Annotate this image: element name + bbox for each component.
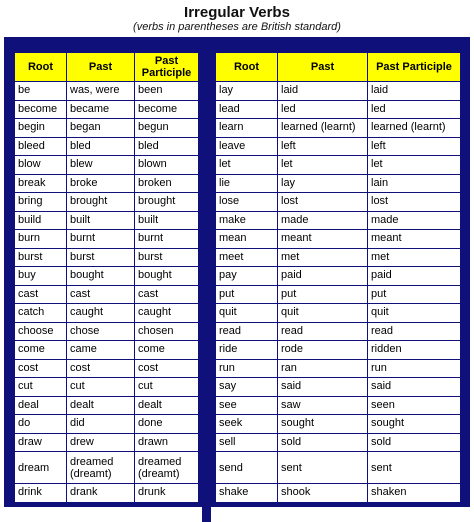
cell-past-participle: lain: [368, 174, 461, 193]
cell-root: let: [216, 156, 278, 175]
header-past: Past: [278, 53, 368, 82]
cell-past: burst: [67, 248, 135, 267]
cell-root: make: [216, 211, 278, 230]
table-row: [15, 137, 199, 156]
table-row: [15, 248, 199, 267]
cell-past: met: [278, 248, 368, 267]
table-row: [216, 156, 461, 175]
verb-table-right: [215, 52, 461, 503]
cell-past-participle: lost: [368, 193, 461, 212]
cell-root: choose: [15, 322, 67, 341]
table-row: [15, 267, 199, 286]
cell-past: said: [278, 378, 368, 397]
cell-past: sent: [278, 452, 368, 484]
cell-past-participle: made: [368, 211, 461, 230]
cell-root: begin: [15, 119, 67, 138]
verb-table-left: [14, 52, 199, 503]
cell-past: bled: [67, 137, 135, 156]
table-header-row: [216, 53, 461, 82]
table-row: [216, 322, 461, 341]
cell-root: become: [15, 100, 67, 119]
cell-past: read: [278, 322, 368, 341]
table-header-row: [15, 53, 199, 82]
table-row: [216, 415, 461, 434]
cell-past: came: [67, 341, 135, 360]
cell-past-participle: burst: [135, 248, 199, 267]
cell-past: saw: [278, 396, 368, 415]
page-title: Irregular Verbs: [184, 4, 290, 21]
cell-past: burnt: [67, 230, 135, 249]
table-row: [216, 433, 461, 452]
cell-root: bring: [15, 193, 67, 212]
cell-root: send: [216, 452, 278, 484]
cell-past: was, were: [67, 82, 135, 101]
cell-past-participle: run: [368, 359, 461, 378]
table-row: [216, 230, 461, 249]
table-row: [15, 119, 199, 138]
table-row: [216, 267, 461, 286]
cell-past-participle: blown: [135, 156, 199, 175]
cell-root: put: [216, 285, 278, 304]
table-row: [15, 211, 199, 230]
cell-past: put: [278, 285, 368, 304]
table-row: [15, 378, 199, 397]
table-row: [216, 248, 461, 267]
cell-past-participle: bought: [135, 267, 199, 286]
cell-root: build: [15, 211, 67, 230]
header-past: Past: [67, 53, 135, 82]
table-row: [216, 359, 461, 378]
cell-past-participle: drawn: [135, 433, 199, 452]
cell-past-participle: dreamed (dreamt): [135, 452, 199, 484]
table-row: [216, 304, 461, 323]
cell-past-participle: done: [135, 415, 199, 434]
table-row: [216, 137, 461, 156]
header-root: Root: [216, 53, 278, 82]
verb-table-frame: [4, 37, 470, 507]
cell-root: quit: [216, 304, 278, 323]
table-row: [15, 304, 199, 323]
cell-past-participle: come: [135, 341, 199, 360]
cell-past: led: [278, 100, 368, 119]
cell-root: deal: [15, 396, 67, 415]
cell-past: lost: [278, 193, 368, 212]
table-row: [15, 433, 199, 452]
cell-root: shake: [216, 484, 278, 503]
cell-root: catch: [15, 304, 67, 323]
table-row: [216, 193, 461, 212]
cell-past-participle: cast: [135, 285, 199, 304]
cell-past: blew: [67, 156, 135, 175]
cell-past: built: [67, 211, 135, 230]
cell-past-participle: shaken: [368, 484, 461, 503]
cell-root: lie: [216, 174, 278, 193]
cell-root: pay: [216, 267, 278, 286]
cell-past-participle: quit: [368, 304, 461, 323]
cell-past-participle: read: [368, 322, 461, 341]
cell-root: drink: [15, 484, 67, 503]
cell-past: brought: [67, 193, 135, 212]
table-row: [216, 82, 461, 101]
cell-root: buy: [15, 267, 67, 286]
cell-past-participle: become: [135, 100, 199, 119]
header-past-participle: Past Participle: [368, 53, 461, 82]
cell-root: read: [216, 322, 278, 341]
cell-past: meant: [278, 230, 368, 249]
table-row: [15, 230, 199, 249]
cell-root: draw: [15, 433, 67, 452]
cell-past: laid: [278, 82, 368, 101]
cell-root: come: [15, 341, 67, 360]
cell-past-participle: caught: [135, 304, 199, 323]
cell-root: learn: [216, 119, 278, 138]
cell-root: lose: [216, 193, 278, 212]
table-row: [216, 174, 461, 193]
cell-past-participle: been: [135, 82, 199, 101]
table-row: [216, 211, 461, 230]
cell-root: sell: [216, 433, 278, 452]
cell-past: bought: [67, 267, 135, 286]
cell-root: lead: [216, 100, 278, 119]
cell-root: bleed: [15, 137, 67, 156]
cell-past: caught: [67, 304, 135, 323]
table-row: [15, 341, 199, 360]
cell-past-participle: sold: [368, 433, 461, 452]
cell-past: dreamed (dreamt): [67, 452, 135, 484]
cell-past: left: [278, 137, 368, 156]
cell-root: break: [15, 174, 67, 193]
table-row: [216, 484, 461, 503]
cell-past: ran: [278, 359, 368, 378]
cell-root: mean: [216, 230, 278, 249]
table-row: [15, 174, 199, 193]
table-row: [216, 378, 461, 397]
table-row: [216, 396, 461, 415]
header-root: Root: [15, 53, 67, 82]
cell-past: began: [67, 119, 135, 138]
cell-past: made: [278, 211, 368, 230]
cell-past-participle: led: [368, 100, 461, 119]
cell-past-participle: meant: [368, 230, 461, 249]
cell-past-participle: drunk: [135, 484, 199, 503]
cell-past-participle: met: [368, 248, 461, 267]
cell-past-participle: dealt: [135, 396, 199, 415]
cell-past-participle: sought: [368, 415, 461, 434]
cell-past: quit: [278, 304, 368, 323]
cell-root: dream: [15, 452, 67, 484]
cell-past-participle: laid: [368, 82, 461, 101]
cell-root: lay: [216, 82, 278, 101]
cell-past: sought: [278, 415, 368, 434]
cell-past: drew: [67, 433, 135, 452]
table-row: [15, 359, 199, 378]
table-body: [15, 82, 199, 503]
cell-past: cast: [67, 285, 135, 304]
cell-root: cast: [15, 285, 67, 304]
table-row: [216, 119, 461, 138]
cell-past: rode: [278, 341, 368, 360]
cell-past-participle: let: [368, 156, 461, 175]
table-row: [15, 100, 199, 119]
cell-root: burst: [15, 248, 67, 267]
cell-root: be: [15, 82, 67, 101]
table-row: [216, 341, 461, 360]
cell-past-participle: ridden: [368, 341, 461, 360]
cell-past: chose: [67, 322, 135, 341]
table-row: [15, 322, 199, 341]
table-row: [15, 452, 199, 484]
table-row: [216, 100, 461, 119]
cell-past-participle: chosen: [135, 322, 199, 341]
cell-root: meet: [216, 248, 278, 267]
cell-past-participle: cost: [135, 359, 199, 378]
table-row: [15, 193, 199, 212]
cell-root: ride: [216, 341, 278, 360]
table-row: [216, 452, 461, 484]
cell-past: sold: [278, 433, 368, 452]
cell-past: cut: [67, 378, 135, 397]
table-separator: [202, 52, 211, 522]
cell-past-participle: put: [368, 285, 461, 304]
table-row: [216, 285, 461, 304]
cell-root: run: [216, 359, 278, 378]
cell-past: paid: [278, 267, 368, 286]
cell-root: cost: [15, 359, 67, 378]
cell-root: see: [216, 396, 278, 415]
cell-past: did: [67, 415, 135, 434]
cell-past: lay: [278, 174, 368, 193]
cell-past-participle: sent: [368, 452, 461, 484]
cell-past: drank: [67, 484, 135, 503]
cell-past: let: [278, 156, 368, 175]
table-row: [15, 484, 199, 503]
cell-root: say: [216, 378, 278, 397]
cell-past-participle: learned (learnt): [368, 119, 461, 138]
table-row: [15, 82, 199, 101]
cell-root: do: [15, 415, 67, 434]
cell-root: seek: [216, 415, 278, 434]
cell-past: became: [67, 100, 135, 119]
cell-root: leave: [216, 137, 278, 156]
table-row: [15, 156, 199, 175]
cell-root: cut: [15, 378, 67, 397]
cell-past-participle: begun: [135, 119, 199, 138]
cell-root: blow: [15, 156, 67, 175]
cell-past-participle: said: [368, 378, 461, 397]
cell-past: learned (learnt): [278, 119, 368, 138]
table-row: [15, 396, 199, 415]
cell-past-participle: cut: [135, 378, 199, 397]
cell-past-participle: seen: [368, 396, 461, 415]
table-row: [15, 415, 199, 434]
cell-past-participle: left: [368, 137, 461, 156]
cell-past-participle: broken: [135, 174, 199, 193]
cell-past-participle: paid: [368, 267, 461, 286]
cell-past: shook: [278, 484, 368, 503]
cell-past: cost: [67, 359, 135, 378]
cell-past-participle: built: [135, 211, 199, 230]
cell-past: dealt: [67, 396, 135, 415]
header-past-participle: Past Participle: [135, 53, 199, 82]
cell-past: broke: [67, 174, 135, 193]
page-subtitle: (verbs in parentheses are British standard): [133, 21, 341, 33]
cell-past-participle: burnt: [135, 230, 199, 249]
cell-past-participle: brought: [135, 193, 199, 212]
table-row: [15, 285, 199, 304]
cell-past-participle: bled: [135, 137, 199, 156]
table-body: [216, 82, 461, 503]
cell-root: burn: [15, 230, 67, 249]
